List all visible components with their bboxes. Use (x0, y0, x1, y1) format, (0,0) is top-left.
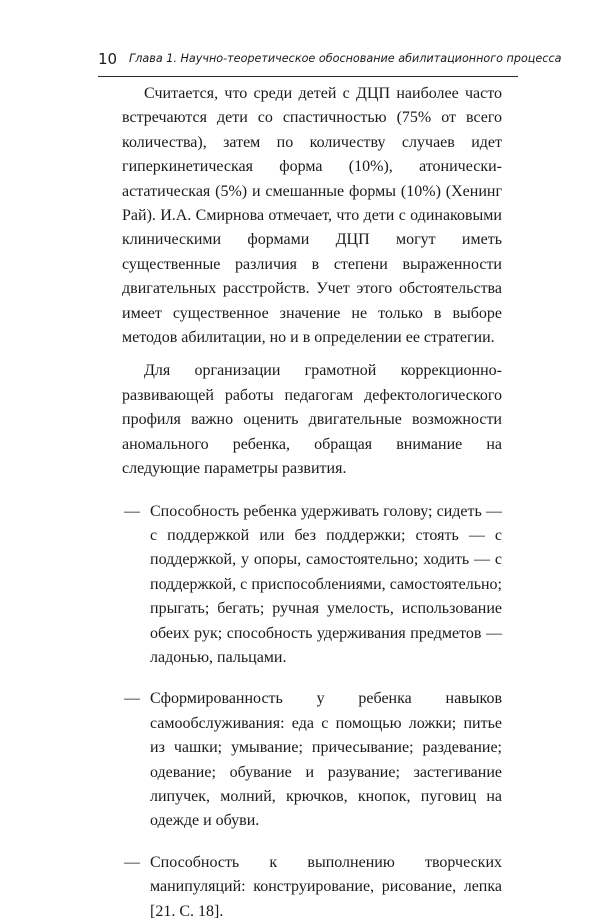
page-number: 10 (98, 50, 117, 68)
body-text (122, 82, 502, 924)
list-item-text: Способность к выполнению творческих манипуляций: конструирование, рисование, лепка [21. С. 18]. (150, 854, 502, 920)
list-dash: — (124, 851, 140, 875)
list-item (122, 851, 502, 924)
running-title: Глава 1. Научно-теоретическое обоснование абилитационного процесса (129, 52, 561, 65)
list-item (122, 687, 502, 833)
paragraph-assessment: Для организации грамотной коррекционно-развивающей работы педагогам дефектологического профиля важно оценить двигательные возможности аномального ребенка, обращая внимание на следующие параметры развития. (122, 359, 502, 481)
paragraph-spasticity: Считается, что среди детей с ДЦП наиболее часто встречаются дети со спастичностью (75% от всего количества), затем по количеству случаев идет гиперкинетическая форма (10%), атонически-астатическая (5%) и смешанные формы (10%) (Хенинг Рай). И.А. Смирнова отмечает, что дети с одинаковыми клиническими формами ДЦП могут иметь существенные различия в степени выраженности двигательных расстройств. Учет этого обстоятельства имеет существенное значение не только в выборе методов абилитации, но и в определении ее стратегии. (122, 82, 502, 350)
list-item-text: Сформированность у ребенка навыков самообслуживания: еда с помощью ложки; питье из чашки; умывание; причесывание; раздевание; одевание; обувание и разувание; застегивание липучек, молний, крючков, кнопок, пуговиц на одежде и обуви. (150, 690, 502, 829)
development-parameters-list (122, 500, 502, 924)
list-item (122, 500, 502, 671)
list-item-text: Способность ребенка удерживать голову; сидеть — с поддержкой или без поддержки; стоять — с поддержкой, у опоры, самостоятельно; ходить — с поддержкой, с приспособлениями, самостоятельно; прыгать; бегать; ручная умелость, использование обеих рук; способность удерживания предметов — ладонью, пальцами. (150, 503, 502, 666)
list-dash: — (124, 687, 140, 711)
running-header (98, 46, 518, 77)
list-dash: — (124, 500, 140, 524)
